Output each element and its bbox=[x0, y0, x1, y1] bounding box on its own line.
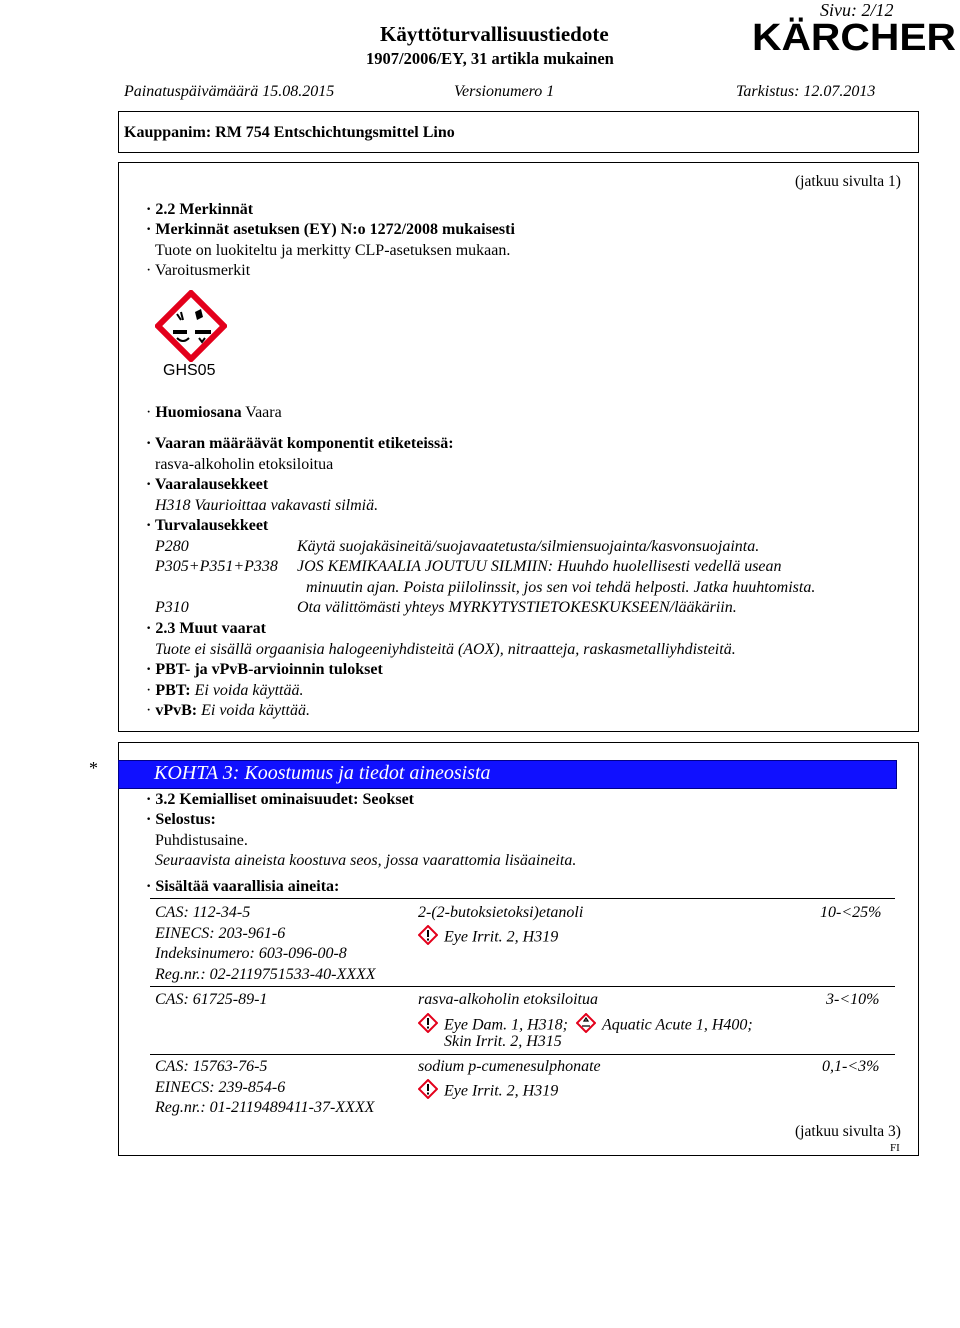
continued-from: (jatkuu sivulta 1) bbox=[795, 173, 901, 190]
signal-word: · Huomiosana Vaara bbox=[146, 404, 282, 421]
substance-1-ids: CAS: 112-34-5 EINECS: 203-961-6 Indeksinumero: 603-096-00-8 Reg.nr.: 02-2119751533-40-XXXX bbox=[155, 904, 376, 983]
pbt-line: · PBT: Ei voida käyttää. bbox=[146, 682, 304, 699]
p305-text-b: minuutin ajan. Poista piilolinssit, jos sen voi tehdä helposti. Jatka huuhtomista. bbox=[306, 579, 816, 596]
print-date: Painatuspäivämäärä 15.08.2015 bbox=[124, 83, 335, 100]
document-subtitle: 1907/2006/EY, 31 artikla mukainen bbox=[366, 49, 614, 68]
substance-3-name: sodium p-cumenesulphonate bbox=[418, 1058, 601, 1075]
substance-2-concentration: 3-<10% bbox=[826, 991, 880, 1008]
environment-warning-icon bbox=[576, 1013, 596, 1039]
revision-date: Tarkistus: 12.07.2013 bbox=[736, 83, 876, 100]
exclamation-warning-icon bbox=[418, 1013, 438, 1039]
description-label: · Selostus: bbox=[146, 811, 216, 828]
continued-to: (jatkuu sivulta 3) bbox=[795, 1123, 901, 1140]
substance-1-hazard: Eye Irrit. 2, H319 bbox=[418, 925, 558, 951]
substance-2-hazards-line-1: Eye Dam. 1, H318; Aquatic Acute 1, H400; bbox=[418, 1013, 753, 1039]
description-value-2: Seuraavista aineista koostuva seos, jossa vaarattomia lisäaineita. bbox=[155, 852, 577, 869]
hazard-components-value: rasva-alkoholin etoksiloitua bbox=[155, 456, 334, 473]
p310-code: P310 bbox=[155, 599, 189, 616]
substance-3-ids: CAS: 15763-76-5 EINECS: 239-854-6 Reg.nr.: 01-2119489411-37-XXXX bbox=[155, 1058, 375, 1116]
document-title: Käyttöturvallisuustiedote bbox=[380, 22, 609, 46]
substance-2-name: rasva-alkoholin etoksiloitua bbox=[418, 991, 598, 1008]
vpvb-line: · vPvB: Ei voida käyttää. bbox=[146, 702, 310, 719]
hazard-statement-h318: H318 Vaurioittaa vakavasti silmiä. bbox=[155, 497, 379, 514]
trade-name-box bbox=[118, 111, 919, 153]
exclamation-warning-icon bbox=[418, 925, 438, 951]
substance-1-concentration: 10-<25% bbox=[820, 904, 882, 921]
svg-text:KÄRCHER: KÄRCHER bbox=[752, 17, 942, 56]
section-2-3-title: · 2.3 Muut vaarat bbox=[146, 620, 266, 637]
section-3-title: KOHTA 3: Koostumus ja tiedot aineosista bbox=[154, 762, 491, 784]
substance-3-hazard: Eye Irrit. 2, H319 bbox=[418, 1079, 558, 1105]
substance-3-concentration: 0,1-<3% bbox=[822, 1058, 880, 1075]
hazard-components-label: · Vaaran määräävät komponentit etiketeissä: bbox=[146, 435, 454, 452]
section-3-banner bbox=[118, 760, 897, 789]
description-value-1: Puhdistusaine. bbox=[155, 832, 248, 849]
section-3-2-title: · 3.2 Kemialliset ominaisuudet: Seokset bbox=[146, 791, 415, 808]
table-rule-1 bbox=[150, 986, 895, 987]
page-number: Sivu: 2/12 bbox=[820, 0, 894, 20]
exclamation-warning-icon bbox=[418, 1079, 438, 1105]
p305-code: P305+P351+P338 bbox=[155, 558, 278, 575]
p310-text: Ota välittömästi yhteys MYRKYTYSTIETOKESKUKSEEN/lääkäriin. bbox=[297, 599, 737, 616]
pbt-results-title: · PBT- ja vPvB-arvioinnin tulokset bbox=[146, 661, 383, 678]
table-top-rule bbox=[150, 898, 895, 899]
substance-2-ids: CAS: 61725-89-1 bbox=[155, 991, 268, 1008]
p280-code: P280 bbox=[155, 538, 189, 555]
pictograms-label: · Varoitusmerkit bbox=[146, 262, 251, 279]
trade-name: Kauppanim: RM 754 Entschichtungsmittel Lino bbox=[124, 124, 455, 141]
labelling-regulation: · Merkinnät asetuksen (EY) N:o 1272/2008 mukaisesti bbox=[146, 221, 515, 238]
language-code: FI bbox=[890, 1142, 900, 1154]
substance-2-hazards-line-2: Skin Irrit. 2, H315 bbox=[444, 1033, 562, 1050]
section-2-2-title: · 2.2 Merkinnät bbox=[146, 201, 254, 218]
hazard-statements-label: · Vaaralausekkeet bbox=[146, 476, 269, 493]
version-number: Versionumero 1 bbox=[454, 83, 555, 100]
p280-text: Käytä suojakäsineitä/suojavaatetusta/silmiensuojainta/kasvonsuojainta. bbox=[297, 538, 760, 555]
other-hazards-text: Tuote ei sisällä orgaanisia halogeeniyhdisteitä (AOX), nitraatteja, raskasmetalliyhdisteitä. bbox=[155, 641, 736, 658]
table-rule-2 bbox=[150, 1054, 895, 1055]
substance-1-name: 2-(2-butoksietoksi)etanoli bbox=[418, 904, 584, 921]
precautionary-statements-label: · Turvalausekkeet bbox=[146, 517, 269, 534]
ghs05-label: GHS05 bbox=[163, 362, 216, 379]
ghs05-corrosion-icon bbox=[155, 290, 227, 367]
clp-classification: Tuote on luokiteltu ja merkitty CLP-asetuksen mukaan. bbox=[155, 242, 511, 259]
revision-marker: * bbox=[89, 758, 98, 778]
karcher-logo bbox=[752, 16, 958, 61]
p305-text-a: JOS KEMIKAALIA JOUTUU SILMIIN: Huuhdo huolellisesti vedellä usean bbox=[297, 558, 782, 575]
hazardous-substances-label: · Sisältää vaarallisia aineita: bbox=[146, 878, 340, 895]
